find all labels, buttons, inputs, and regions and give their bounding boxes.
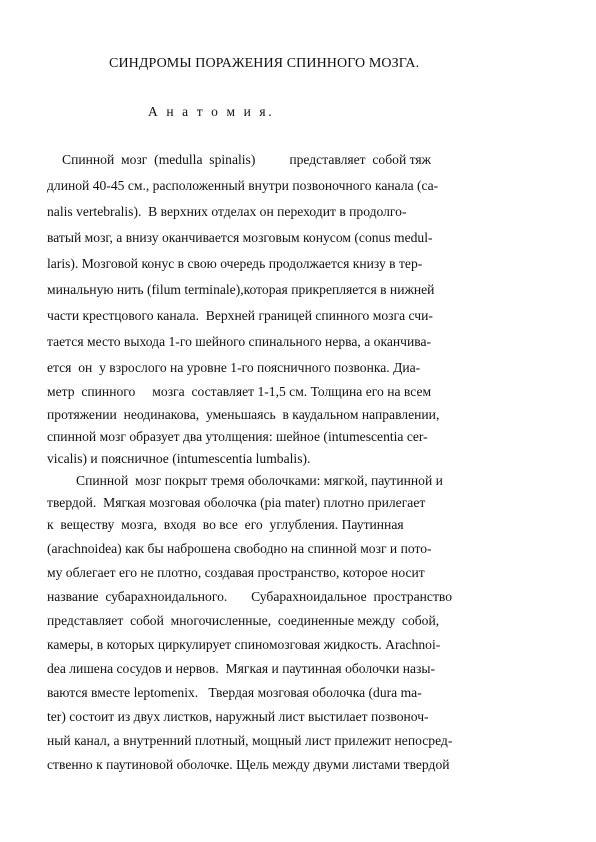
text-line: (arachnoidea) как бы наброшена свободно на спинной мозг и пото- [47,541,432,556]
text-line: протяжении неодинакова, уменьшаясь в каудальном направлении, [47,407,440,422]
text-line: laris). Мозговой конус в свою очередь продолжается книзу в тер- [47,256,423,271]
text-line: длиной 40-45 см., расположенный внутри позвоночного канала (ca- [47,178,439,193]
text-line: твердой. Мягкая мозговая оболочка (pia mater) плотно прилегает [47,495,426,510]
text-line: Спинной мозг (medulla spinalis) представляет собой тяж [62,152,432,167]
section-heading: А н а т о м и я. [148,104,275,119]
text-line: минальную нить (filum terminale),которая прикрепляется в нижней [47,282,435,297]
text-line: му облегает его не плотно, создавая пространство, которое носит [47,565,425,580]
text-line: Спинной мозг покрыт тремя оболочками: мягкой, паутинной и [76,473,443,488]
text-line: ственно к паутиновой оболочке. Щель между двуми листами твердой [47,757,450,772]
text-line: ter) состоит из двух листков, наружный лист выстилает позвоноч- [47,709,429,724]
text-line: ваются вместе leptomenix. Твердая мозговая оболочка (dura ma- [47,685,422,700]
text-line: представляет собой многочисленные, соединенные между собой, [47,613,440,628]
text-line: ется он у взрослого на уровне 1-го поясничного позвонка. Диа- [47,360,421,375]
text-line: камеры, в которых циркулирует спиномозговая жидкость. Arachnoi- [47,637,441,652]
text-line: части крестцового канала. Верхней границей спинного мозга счи- [47,308,433,323]
text-line: метр спинного мозга составляет 1-1,5 см. Толщина его на всем [47,384,432,399]
document-title: СИНДРОМЫ ПОРАЖЕНИЯ СПИННОГО МОЗГА. [109,56,420,71]
text-line: спинной мозг образует два утолщения: шейное (intumescentia cer- [47,429,428,444]
text-line: dea лишена сосудов и нервов. Мягкая и паутинная оболочки назы- [47,661,436,676]
text-line: ный канал, а внутренний плотный, мощный лист прилежит непосред- [47,733,453,748]
text-line: nalis vertebralis). В верхних отделах он переходит в продолго- [47,204,407,219]
text-line: к веществу мозга, входя во все его углубления. Паутинная [47,517,404,532]
text-line: ватый мозг, а внизу оканчивается мозговым конусом (conus medul- [47,230,433,245]
text-line: тается место выхода 1-го шейного спинального нерва, а оканчива- [47,334,432,349]
text-line: название субарахноидального. Субарахноидальное пространство [47,589,453,604]
text-line: vicalis) и поясничное (intumescentia lumbalis). [47,451,311,466]
